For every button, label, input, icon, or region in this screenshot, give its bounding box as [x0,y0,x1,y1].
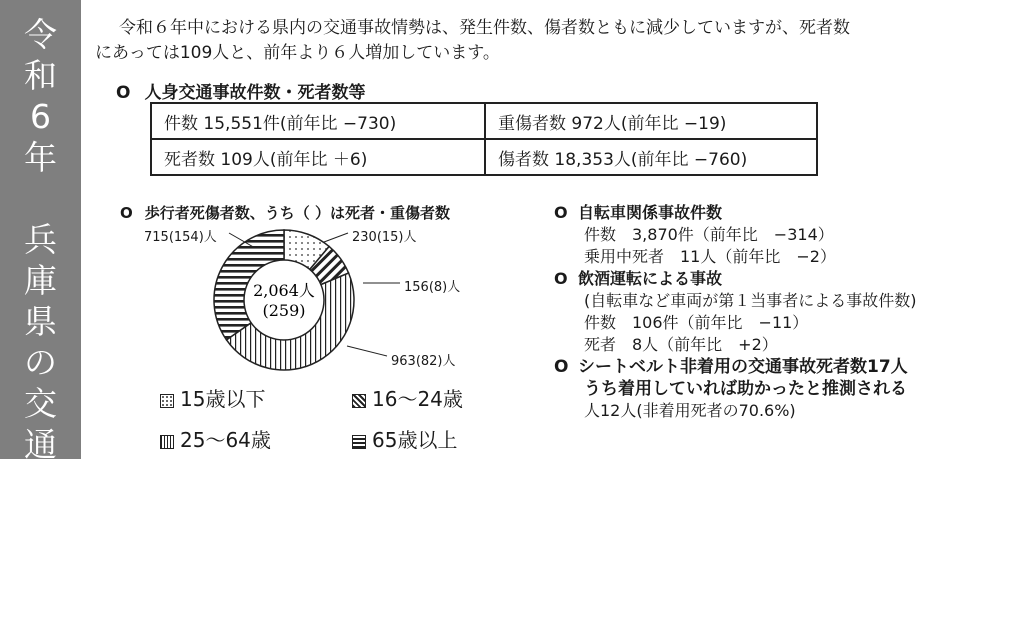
section-title: 人身交通事故件数・死者数等 [144,83,366,103]
dots-swatch-icon [160,394,174,408]
section-heading-accidents [116,78,365,103]
bike-deaths: 乗用中死者 11人（前年比 −2） [584,247,836,266]
belt-line-2: うち着用していれば助かったと推測される [584,379,907,399]
legend-label: 25〜64歳 [180,428,271,452]
pedestrian-title: 歩行者死傷者数、うち（ ）は死者・重傷者数 [144,204,450,222]
legend-65plus [352,424,457,453]
intro-line-2: にあっては109人と、前年より６人増加しています。 [95,43,500,63]
slice-label-16-24: 156(8)人 [404,280,461,295]
bike-title: 自転車関係事故件数 [578,203,723,222]
intro-paragraph [95,16,1015,66]
bullet-marker: O [554,203,568,222]
sidebar-title: 令 和 6 年 兵 庫 県 の 交 通 事 故 情 勢 [24,15,57,628]
legend-label: 15歳以下 [180,387,266,411]
sidebar-band [0,0,81,628]
bullet-marker: O [116,83,131,103]
pedestrian-donut-chart [95,228,535,378]
diagonal-swatch-icon [352,394,366,408]
bullet-marker: O [554,357,569,377]
slice-label-25-64: 963(82)人 [391,354,456,369]
belt-line-1: シートベルト非着用の交通事故死者数17人 [578,357,908,377]
bullet-marker: O [120,204,133,222]
drunk-cases: 件数 106件（前年比 −11） [584,313,809,332]
drunk-title: 飲酒運転による事故 [578,269,723,288]
horizontal-swatch-icon [352,435,366,449]
stats-table [150,102,818,176]
stat-deaths: 死者数 109人(前年比 ＋6) [151,139,485,175]
drunk-note: (自転車など車両が第１当事者による事故件数) [584,291,917,310]
vertical-swatch-icon [160,435,174,449]
donut-hole [244,260,324,340]
right-column [554,202,917,422]
bullet-marker: O [554,269,568,288]
drunk-deaths: 死者 8人（前年比 +2） [584,335,778,354]
pedestrian-heading [120,202,450,223]
slice-label-65plus: 715(154)人 [144,230,217,245]
donut-center-sub: (259) [262,301,306,320]
legend-label: 16〜24歳 [372,387,463,411]
bike-cases: 件数 3,870件（前年比 −314） [584,225,834,244]
stat-cases: 件数 15,551件(前年比 −730) [151,103,485,139]
legend-16-24 [352,383,463,412]
intro-line-1: 令和６年中における県内の交通事故情勢は、発生件数、傷者数ともに減少していますが、死者数 [119,18,850,38]
donut-center-total: 2,064人 [253,281,315,300]
stat-serious: 重傷者数 972人(前年比 −19) [485,103,817,139]
legend-25-64 [160,424,271,453]
legend-under15 [160,383,265,412]
stat-injured: 傷者数 18,353人(前年比 −760) [485,139,817,175]
belt-line-3: 人12人(非着用死者の70.6%) [584,401,796,420]
legend-label: 65歳以上 [372,428,458,452]
slice-label-under15: 230(15)人 [352,230,417,245]
